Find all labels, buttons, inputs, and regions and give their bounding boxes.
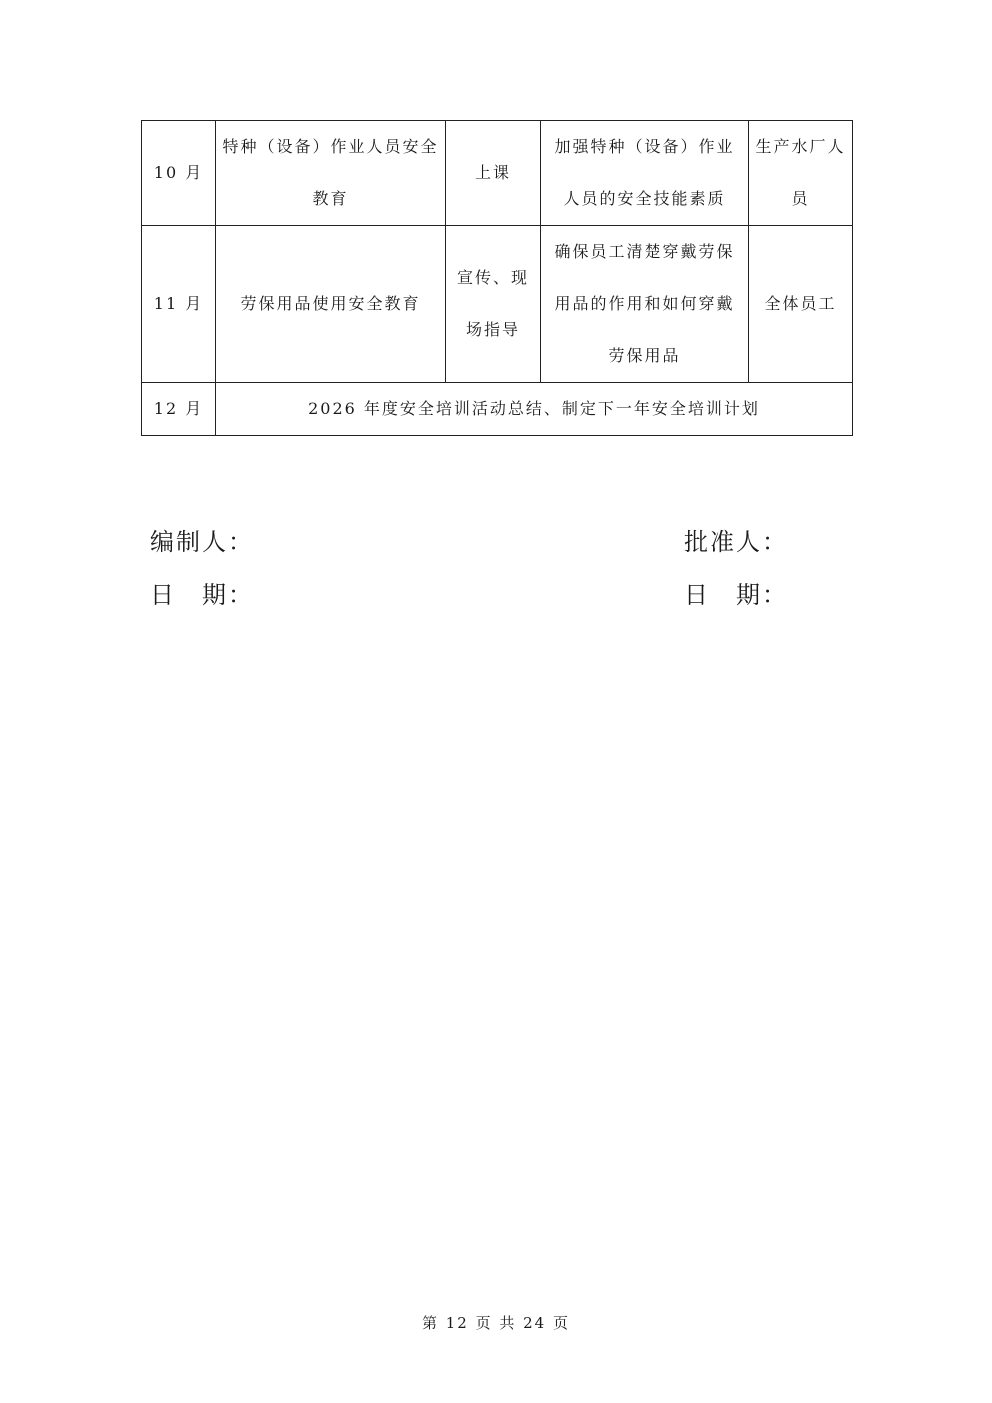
purpose-cell: 加强特种（设备）作业人员的安全技能素质 [541, 121, 749, 226]
audience-cell: 全体员工 [749, 226, 853, 383]
audience-cell: 生产水厂人员 [749, 121, 853, 226]
table-row [142, 121, 853, 226]
month-cell: 10 月 [142, 121, 216, 226]
table-row [142, 226, 853, 383]
page-number: 第 12 页 共 24 页 [421, 1314, 570, 1332]
approver-date-label: 日 期： [684, 581, 788, 609]
method-cell: 宣传、现场指导 [446, 226, 541, 383]
compiler-label: 编制人： [150, 528, 254, 556]
month-cell: 11 月 [142, 226, 216, 383]
approver-label: 批准人： [684, 528, 788, 556]
method-cell: 上课 [446, 121, 541, 226]
topic-cell: 劳保用品使用安全教育 [216, 226, 446, 383]
training-plan-table [141, 120, 853, 436]
purpose-cell: 确保员工清楚穿戴劳保用品的作用和如何穿戴劳保用品 [541, 226, 749, 383]
table-row [142, 383, 853, 436]
topic-cell: 特种（设备）作业人员安全教育 [216, 121, 446, 226]
summary-cell: 2026 年度安全培训活动总结、制定下一年安全培训计划 [216, 383, 853, 436]
compiler-date-label: 日 期： [150, 581, 254, 609]
month-cell: 12 月 [142, 383, 216, 436]
